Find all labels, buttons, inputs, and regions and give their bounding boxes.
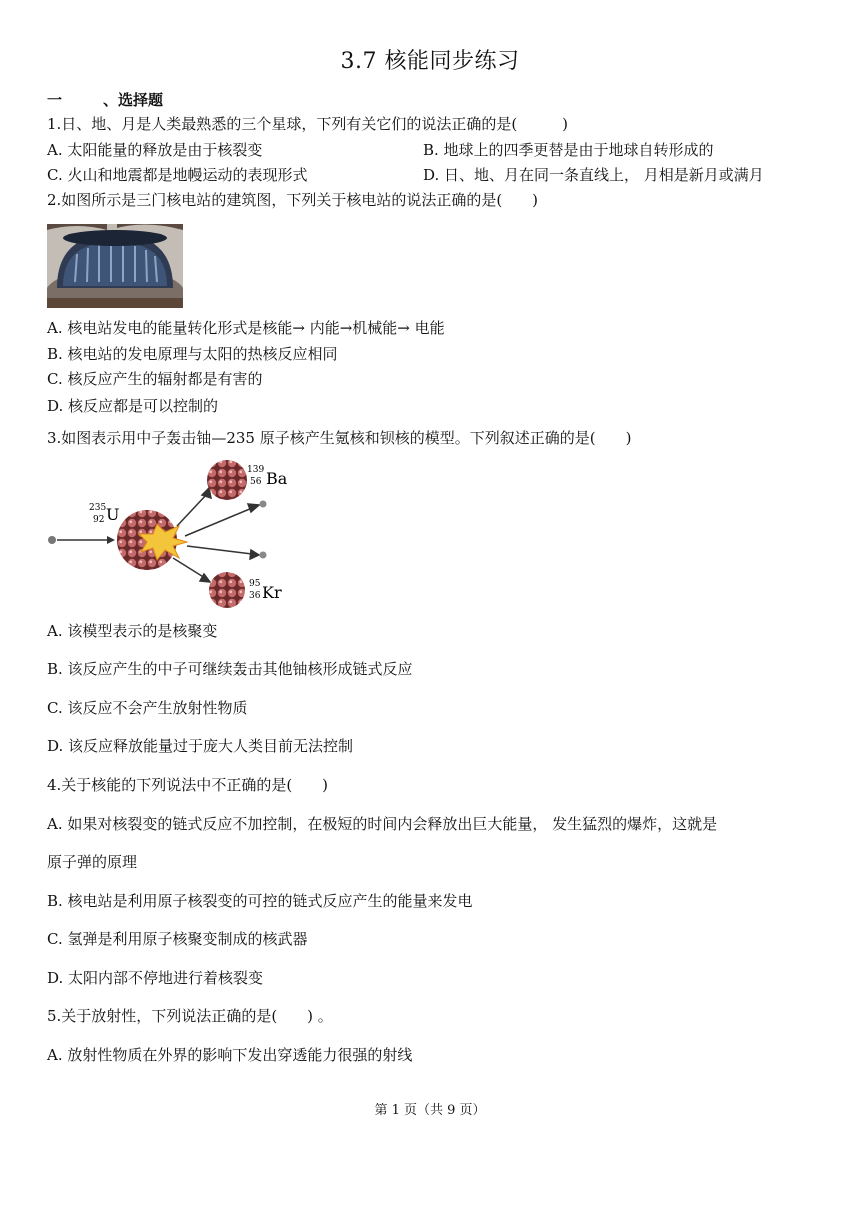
question-2-option-a: A. 核电站发电的能量转化形式是核能→ 内能→机械能→ 电能: [47, 319, 445, 337]
question-2-option-c: C. 核反应产生的辐射都是有害的: [47, 370, 263, 388]
question-1-option-d: D. 日、地、月在同一条直线上， 月相是新月或满月: [423, 166, 764, 184]
document-title: 3.7 核能同步练习: [340, 49, 520, 74]
question-3-option-d: D. 该反应释放能量过于庞大人类目前无法控制: [47, 737, 354, 755]
question-1-option-a: A. 太阳能量的释放是由于核裂变: [47, 141, 263, 159]
question-4-option-a-continued: 原子弹的原理: [47, 853, 138, 871]
question-4-stem: 4.关于核能的下列说法中不正确的是( ): [47, 776, 329, 794]
question-1-stem: 1.日、地、月是人类最熟悉的三个星球，下列有关它们的说法正确的是( ): [47, 115, 569, 133]
section-name: 、选择题: [103, 91, 164, 109]
krypton-symbol: Kr: [262, 583, 282, 602]
nuclear-plant-image: [47, 224, 183, 308]
page-footer: 第 1 页（共 9 页）: [374, 1103, 486, 1118]
question-2-option-b: B. 核电站的发电原理与太阳的热核反应相同: [47, 345, 338, 363]
section-heading: [47, 90, 163, 110]
question-3-option-b: B. 该反应产生的中子可继续轰击其他铀核形成链式反应: [47, 660, 413, 678]
krypton-mass-number: 95: [249, 579, 261, 589]
question-2-stem: 2.如图所示是三门核电站的建筑图，下列关于核电站的说法正确的是( ): [47, 191, 539, 209]
question-5-stem: 5.关于放射性，下列说法正确的是( ) 。: [47, 1007, 333, 1025]
barium-symbol: Ba: [266, 469, 288, 488]
barium-mass-number: 139: [247, 465, 265, 475]
fission-diagram: [47, 458, 307, 610]
question-4-option-b: B. 核电站是利用原子核裂变的可控的链式反应产生的能量来发电: [47, 892, 473, 910]
question-4-option-a: A. 如果对核裂变的链式反应不加控制，在极短的时间内会释放出巨大能量， 发生猛烈的爆炸，这就是: [47, 815, 718, 833]
question-2-option-d: D. 核反应都是可以控制的: [47, 397, 219, 415]
uranium-symbol: U: [106, 505, 120, 524]
question-5-option-a: A. 放射性物质在外界的影响下发出穿透能力很强的射线: [47, 1046, 413, 1064]
uranium-atomic-number: 92: [93, 515, 105, 525]
question-4-option-c: C. 氢弹是利用原子核聚变制成的核武器: [47, 930, 308, 948]
section-number: 一: [47, 91, 63, 109]
question-1-option-b: B. 地球上的四季更替是由于地球自转形成的: [423, 141, 714, 159]
question-4-option-d: D. 太阳内部不停地进行着核裂变: [47, 969, 264, 987]
barium-atomic-number: 56: [250, 477, 262, 487]
question-3-stem: 3.如图表示用中子轰击铀—235 原子核产生氪核和钡核的模型。下列叙述正确的是( ): [47, 429, 632, 447]
question-3-option-c: C. 该反应不会产生放射性物质: [47, 699, 248, 717]
question-3-option-a: A. 该模型表示的是核聚变: [47, 622, 218, 640]
question-1-option-c: C. 火山和地震都是地幔运动的表现形式: [47, 166, 308, 184]
krypton-atomic-number: 36: [249, 591, 261, 601]
uranium-mass-number: 235: [89, 503, 107, 513]
